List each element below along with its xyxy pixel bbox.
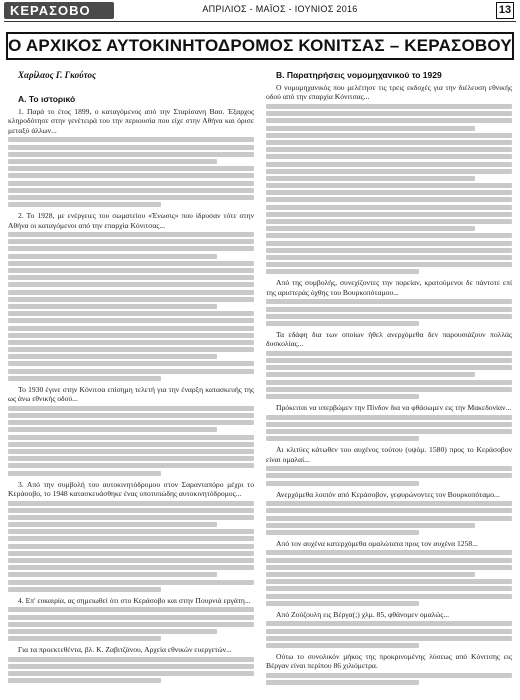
- paragraph-text: Το 1930 έγινε στην Κόνιτσα επίσημη τελετή για την έναρξη κατασκευής της ως άνω εθνικής οδού...: [8, 384, 254, 404]
- paragraph-text: Από τον αυχένα κατερχόμεθα ομαλώτατα προς τον αυχένα 1258...: [276, 538, 478, 548]
- article-headline: Ο ΑΡΧΙΚΟΣ ΑΥΤΟΚΙΝΗΤΟΔΡΟΜΟΣ ΚΟΝΙΤΣΑΣ – ΚΕΡΑΣΟΒΟΥ: [8, 36, 512, 55]
- text-line: [266, 387, 512, 392]
- text-line: [266, 104, 512, 109]
- text-line: [8, 622, 254, 627]
- text-line: [266, 586, 512, 591]
- text-line: [8, 145, 254, 150]
- text-line: [8, 173, 254, 178]
- text-line: [266, 162, 512, 167]
- text-line: [266, 111, 512, 116]
- section-title-engineer: Β. Παρατηρήσεις νομομηχανικού το 1929: [276, 70, 442, 80]
- text-line: [266, 501, 512, 506]
- paragraph: [8, 480, 254, 592]
- text-line: [8, 232, 254, 237]
- paragraph-text: Αι κλιτύες κάτωθεν του αυχένος τούτου (υψόμ. 1580) προς το Κεράσοβον είναι ομαλαί...: [266, 445, 512, 464]
- text-line: [266, 629, 512, 634]
- text-line: [8, 152, 254, 157]
- text-line: [266, 190, 512, 195]
- right-paragraphs: [266, 83, 512, 685]
- text-line: [266, 226, 475, 231]
- text-line: [266, 422, 512, 427]
- paragraph-text: 2. Το 1928, με ενέργειες του σωματείου «Ένωσις» που ίδρυσαν τότε στην Αθήνα οι καταγόμενοι από την επαρχία Κόνιτσας...: [8, 211, 254, 230]
- text-line: [8, 195, 254, 200]
- paragraph-text: 3. Από την συμβολή του αυτοκινητόδρομου στον Σαρανταπόρο μέχρι το Κεράσοβο, το 1948 κατασκευάσθηκε ένας υποτυπώδης αυτοκινητόδρομος...: [8, 479, 254, 498]
- text-line: [266, 558, 512, 563]
- text-line: [8, 565, 254, 570]
- text-line: [266, 147, 512, 152]
- text-line: [266, 394, 419, 399]
- text-line: [8, 615, 254, 620]
- paragraph: [266, 403, 512, 441]
- text-line: [8, 508, 254, 513]
- left-paragraphs: [8, 107, 254, 683]
- text-line: [266, 233, 512, 238]
- text-line: [266, 118, 512, 123]
- text-line: [8, 369, 254, 374]
- text-line: [266, 415, 512, 420]
- paragraph: [266, 83, 512, 274]
- text-line: [8, 261, 254, 266]
- text-line: [8, 166, 254, 171]
- paragraph: [266, 330, 512, 399]
- text-line: [266, 140, 512, 145]
- paragraph: [8, 596, 254, 641]
- text-line: [266, 183, 512, 188]
- text-line: [266, 680, 419, 685]
- text-line: [266, 380, 512, 385]
- text-line: [8, 442, 254, 447]
- text-line: [8, 406, 254, 411]
- text-line: [8, 159, 217, 164]
- text-line: [8, 529, 254, 534]
- paragraph: [8, 645, 254, 683]
- text-line: [266, 255, 512, 260]
- text-line: [266, 466, 512, 471]
- paragraph-text: Ανερχόμεθα λοιπόν από Κεράσοβον, γεφυρώνοντες τον Βουρκοπόταμο...: [276, 489, 500, 499]
- text-line: [266, 579, 512, 584]
- text-line: [8, 636, 161, 641]
- text-line: [266, 307, 512, 312]
- paragraph: [266, 490, 512, 535]
- text-line: [266, 429, 512, 434]
- paragraph: [266, 539, 512, 606]
- text-line: [266, 516, 512, 521]
- text-line: [266, 358, 512, 363]
- text-line: [8, 678, 161, 683]
- text-line: [8, 657, 254, 662]
- text-line: [266, 212, 512, 217]
- text-line: [266, 219, 512, 224]
- text-line: [266, 372, 475, 377]
- text-line: [8, 297, 254, 302]
- text-line: [266, 169, 512, 174]
- right-column: [266, 70, 512, 689]
- text-line: [266, 550, 512, 555]
- text-line: [8, 664, 254, 669]
- text-line: [8, 515, 254, 520]
- text-line: [8, 354, 217, 359]
- paragraph: [266, 278, 512, 326]
- text-line: [8, 522, 217, 527]
- masthead-title: KEPAΣOBO: [4, 2, 114, 19]
- text-line: [266, 572, 475, 577]
- page-number: 13: [496, 2, 514, 19]
- text-line: [266, 673, 512, 678]
- text-line: [8, 544, 254, 549]
- text-line: [266, 248, 512, 253]
- text-line: [8, 239, 254, 244]
- header-divider: [4, 21, 516, 22]
- text-line: [8, 580, 254, 585]
- text-line: [266, 523, 475, 528]
- text-line: [266, 643, 419, 648]
- text-line: [8, 607, 254, 612]
- paragraph-text: Πρόκειται να υπερβώμεν την Πίνδον δια να φθάσωμεν εις την Μακεδονίαν...: [276, 403, 512, 412]
- text-line: [8, 181, 254, 186]
- text-line: [8, 587, 161, 592]
- text-line: [8, 435, 254, 440]
- paragraph-text: Ούτω το συνολικόν μήκος της προκρινομένης λύσεως από Κόνιτσης εις Βέργαν είναι περίπου 86 χιλιόμετρα.: [266, 651, 512, 671]
- text-line: [8, 268, 254, 273]
- text-line: [266, 241, 512, 246]
- paragraph: [8, 107, 254, 207]
- text-line: [8, 629, 217, 634]
- text-line: [266, 594, 512, 599]
- text-line: [266, 262, 512, 267]
- section-title-history: Α. Το ιστορικό: [18, 94, 76, 104]
- text-line: [266, 176, 475, 181]
- text-line: [8, 137, 254, 142]
- text-line: [266, 133, 512, 138]
- text-line: [8, 471, 161, 476]
- paragraph-text: Ο νομομηχανικός που μελέτησε τις τρεις εκδοχές για την διέλευση εθνικής οδού από την επαρχία Κόνιτσας...: [266, 83, 512, 102]
- text-line: [266, 205, 512, 210]
- text-line: [266, 636, 512, 641]
- text-line: [266, 473, 512, 478]
- text-line: [266, 314, 512, 319]
- text-line: [8, 340, 254, 345]
- text-line: [8, 551, 254, 556]
- text-line: [266, 436, 419, 441]
- text-line: [8, 318, 254, 323]
- text-line: [8, 572, 217, 577]
- paragraph-text: Από της συμβολής, συνεχίζοντες την πορείαν, κρατούμενοι δε πάντοτε επί της αριστεράς όχθης του Βουρκοπόταμου...: [266, 278, 512, 297]
- text-line: [266, 601, 419, 606]
- text-line: [266, 154, 512, 159]
- page-header: [0, 0, 520, 22]
- text-line: [266, 197, 512, 202]
- text-line: [8, 501, 254, 506]
- text-line: [266, 621, 512, 626]
- text-line: [266, 321, 419, 326]
- issue-date: ΑΠΡΙΛΙΟΣ - ΜΑΪΟΣ - ΙΟΥΝΙΟΣ 2016: [202, 4, 358, 14]
- text-line: [8, 311, 254, 316]
- text-line: [266, 565, 512, 570]
- text-line: [8, 449, 254, 454]
- text-line: [8, 376, 161, 381]
- text-line: [8, 282, 254, 287]
- text-line: [8, 347, 254, 352]
- text-line: [8, 558, 254, 563]
- paragraph-text: Τα εδάφη δια των οποίων ήθελ ανερχόμεθα δεν παρουσιάζουν πολλάς δυσκολίας...: [266, 329, 512, 349]
- text-line: [8, 254, 217, 259]
- text-line: [8, 333, 254, 338]
- text-line: [8, 361, 254, 366]
- text-line: [266, 351, 512, 356]
- text-line: [8, 326, 254, 331]
- text-line: [8, 275, 254, 280]
- text-line: [8, 536, 254, 541]
- text-line: [8, 427, 217, 432]
- text-line: [8, 671, 254, 676]
- text-line: [8, 304, 217, 309]
- text-line: [266, 126, 475, 131]
- paragraph: [266, 445, 512, 485]
- left-column: [8, 70, 254, 687]
- text-line: [8, 413, 254, 418]
- text-line: [8, 456, 254, 461]
- text-line: [266, 269, 419, 274]
- text-line: [8, 463, 254, 468]
- paragraph-text: Από Ζούζουλη εις Βέργα(;) χλμ. 85, φθάνομεν ομαλώς...: [276, 609, 450, 619]
- article-author: Χαρίλαος Γ. Γκούτος: [18, 70, 96, 80]
- paragraph: [266, 610, 512, 648]
- text-line: [8, 420, 254, 425]
- text-line: [266, 530, 419, 535]
- paragraph-text: 1. Παρά το έτος 1899, ο καταγόμενος από την Σταρίσανη Βασ. Έξαρχος κληροδότησε στην γενέτειρά του την περιουσία που είχε στην Αθήνα και όρισε μεταξύ άλλων...: [8, 107, 254, 135]
- paragraph: [8, 385, 254, 476]
- paragraph: [266, 652, 512, 685]
- paragraph-text: Για τα προεκτεθέντα, βλ. Κ. Ζαβιτζάνου, Αρχεία εθνικών ευεργετών...: [18, 645, 232, 655]
- paragraph-text: 4. Επ' ευκαιρία, ας σημειωθεί ότι στο Κεράσοβο και στην Πουρνιά εργάτη...: [18, 595, 251, 605]
- text-line: [266, 508, 512, 513]
- text-line: [8, 188, 254, 193]
- text-line: [266, 365, 512, 370]
- text-line: [266, 481, 419, 486]
- text-line: [8, 202, 161, 207]
- text-line: [8, 246, 254, 251]
- text-line: [8, 290, 254, 295]
- paragraph: [8, 211, 254, 381]
- headline-box: [6, 32, 514, 60]
- text-line: [266, 299, 512, 304]
